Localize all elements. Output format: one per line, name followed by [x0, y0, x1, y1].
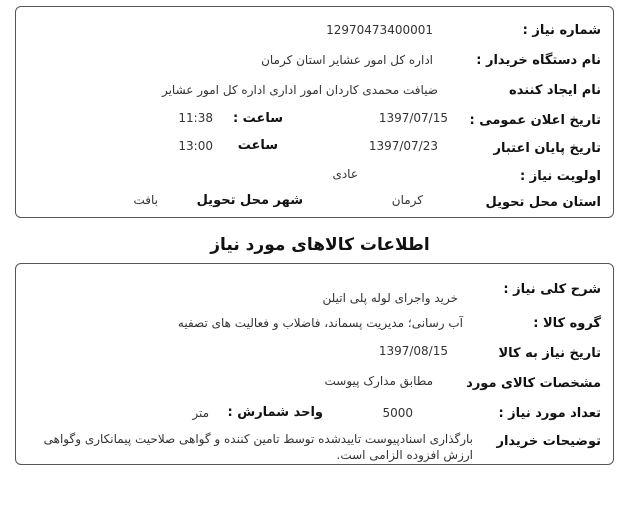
summary-label: شرح کلی نیاز :	[503, 282, 601, 297]
validity-end-label: تاریخ پایان اعتبار	[493, 141, 601, 156]
delivery-province-label: استان محل تحویل	[485, 195, 601, 210]
buyer-org-value: اداره کل امور عشایر استان کرمان	[261, 53, 433, 67]
validity-end-value: 1397/07/23	[368, 139, 438, 153]
delivery-city-value: بافت	[133, 193, 158, 207]
need-number-label: شماره نیاز :	[522, 23, 601, 38]
goods-info-panel	[15, 263, 614, 465]
announce-time-label: ساعت :	[232, 111, 283, 126]
creator-label: نام ایجاد کننده	[509, 83, 601, 98]
quantity-label: تعداد مورد نیاز :	[498, 406, 601, 421]
buyer-org-label: نام دستگاه خریدار :	[476, 53, 601, 68]
delivery-province-value: کرمان	[391, 193, 423, 207]
priority-label: اولویت نیاز :	[519, 169, 601, 184]
need-number-value: 12970473400001	[326, 23, 433, 37]
specs-label: مشخصات کالای مورد	[466, 376, 601, 391]
announce-date-label: تاریخ اعلان عمومی :	[469, 113, 601, 128]
announce-date-value: 1397/07/15	[378, 111, 448, 125]
need-info-panel	[15, 6, 614, 218]
need-date-label: تاریخ نیاز به کالا	[498, 346, 601, 361]
creator-value: ضیافت محمدی کاردان امور اداری اداره کل امور عشایر	[161, 83, 438, 97]
need-date-value: 1397/08/15	[378, 344, 448, 358]
priority-value: عادی	[332, 167, 358, 181]
quantity-value: 5000	[382, 406, 413, 420]
validity-time-label: ساعت	[237, 138, 278, 153]
unit-value: متر	[192, 406, 209, 420]
announce-time-value: 11:38	[178, 111, 213, 125]
delivery-city-label: شهر محل تحویل	[196, 193, 303, 208]
validity-time-value: 13:00	[178, 139, 213, 153]
group-value: آب رسانی؛ مدیریت پسماند، فاضلاب و فعالیت های تصفیه	[177, 316, 463, 330]
section-title: اطلاعات کالاهای مورد نیاز	[210, 235, 430, 255]
buyer-notes-value: بارگذاری اسنادپیوست تاییدشده توسط تامین کننده و گواهی صلاحیت پیمانکاری وگواهی ارزش افزوده الزامی است.	[43, 432, 473, 462]
buyer-notes-label: توضیحات خریدار	[496, 434, 601, 449]
unit-label: واحد شمارش :	[227, 405, 323, 420]
specs-value: مطابق مدارک پیوست	[324, 374, 433, 388]
group-label: گروه کالا :	[533, 316, 601, 331]
summary-value: خرید واجرای لوله پلی اتیلن	[322, 291, 458, 305]
